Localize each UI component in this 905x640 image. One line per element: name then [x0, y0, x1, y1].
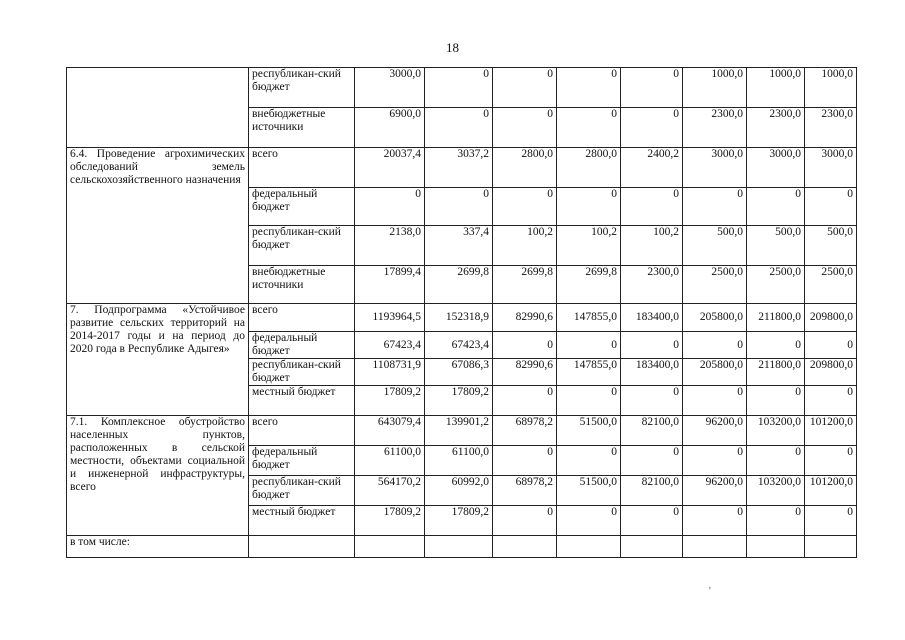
- amount-cell: 3000,0: [683, 148, 747, 188]
- amount-cell: 211800,0: [747, 359, 805, 386]
- amount-cell: 20037,4: [355, 148, 425, 188]
- amount-cell: 2300,0: [747, 108, 805, 148]
- amount-cell: 68978,2: [493, 416, 557, 446]
- amount-cell: 0: [621, 108, 683, 148]
- amount-cell: 17899,4: [355, 266, 425, 304]
- amount-cell: 0: [557, 188, 621, 226]
- amount-cell: 1000,0: [805, 68, 857, 108]
- empty-cell: [805, 536, 857, 558]
- amount-cell: 17809,2: [355, 506, 425, 536]
- amount-cell: 0: [557, 68, 621, 108]
- funding-source-cell: всего: [249, 148, 355, 188]
- amount-cell: 0: [557, 446, 621, 476]
- amount-cell: 0: [805, 386, 857, 416]
- funding-source-cell: республикан-ский бюджет: [249, 226, 355, 266]
- amount-cell: 96200,0: [683, 416, 747, 446]
- amount-cell: 0: [683, 506, 747, 536]
- amount-cell: 17809,2: [355, 386, 425, 416]
- amount-cell: 96200,0: [683, 476, 747, 506]
- amount-cell: 0: [805, 332, 857, 359]
- item-name-cell: 7. Подпрограмма «Устойчивое развитие сельских территорий на 2014-2017 годы и на период до 2020 года в Республике Адыгея»: [67, 304, 249, 416]
- amount-cell: 0: [747, 506, 805, 536]
- amount-cell: 0: [805, 446, 857, 476]
- amount-cell: 147855,0: [557, 359, 621, 386]
- amount-cell: 100,2: [621, 226, 683, 266]
- amount-cell: 61100,0: [425, 446, 493, 476]
- table-row: [67, 148, 857, 188]
- amount-cell: 17809,2: [425, 386, 493, 416]
- amount-cell: 0: [621, 188, 683, 226]
- amount-cell: 67423,4: [355, 332, 425, 359]
- funding-source-cell: всего: [249, 416, 355, 446]
- empty-cell: [557, 536, 621, 558]
- funding-source-cell: всего: [249, 304, 355, 332]
- amount-cell: 100,2: [557, 226, 621, 266]
- amount-cell: 1000,0: [747, 68, 805, 108]
- amount-cell: 500,0: [683, 226, 747, 266]
- amount-cell: 152318,9: [425, 304, 493, 332]
- amount-cell: 0: [493, 386, 557, 416]
- amount-cell: 0: [493, 506, 557, 536]
- amount-cell: 101200,0: [805, 416, 857, 446]
- amount-cell: 209800,0: [805, 304, 857, 332]
- amount-cell: 0: [683, 386, 747, 416]
- amount-cell: 68978,2: [493, 476, 557, 506]
- funding-source-cell: республикан-ский бюджет: [249, 476, 355, 506]
- footer-mark: ': [709, 586, 711, 597]
- amount-cell: 1108731,9: [355, 359, 425, 386]
- item-name-cell: [67, 68, 249, 148]
- amount-cell: 3037,2: [425, 148, 493, 188]
- empty-cell: [747, 536, 805, 558]
- amount-cell: 3000,0: [355, 68, 425, 108]
- amount-cell: 2500,0: [747, 266, 805, 304]
- amount-cell: 101200,0: [805, 476, 857, 506]
- amount-cell: 2500,0: [805, 266, 857, 304]
- funding-source-cell: внебюджетные источники: [249, 266, 355, 304]
- amount-cell: 1193964,5: [355, 304, 425, 332]
- including-label: в том числе:: [67, 536, 249, 558]
- page-number: 18: [446, 40, 459, 55]
- amount-cell: 0: [557, 108, 621, 148]
- amount-cell: 0: [805, 188, 857, 226]
- funding-source-cell: федеральный бюджет: [249, 332, 355, 359]
- funding-source-cell: республикан-ский бюджет: [249, 68, 355, 108]
- amount-cell: 3000,0: [805, 148, 857, 188]
- table-row: [67, 304, 857, 332]
- amount-cell: 0: [493, 108, 557, 148]
- amount-cell: 0: [621, 506, 683, 536]
- amount-cell: 82990,6: [493, 304, 557, 332]
- funding-source-cell: федеральный бюджет: [249, 188, 355, 226]
- empty-cell: [621, 536, 683, 558]
- budget-table: [66, 67, 857, 558]
- amount-cell: 103200,0: [747, 416, 805, 446]
- funding-source-cell: местный бюджет: [249, 506, 355, 536]
- amount-cell: 17809,2: [425, 506, 493, 536]
- table-row: [67, 68, 857, 108]
- amount-cell: 51500,0: [557, 476, 621, 506]
- item-name-cell: 6.4. Проведение агрохимических обследований земель сельскохозяйственного назначения: [67, 148, 249, 304]
- empty-cell: [493, 536, 557, 558]
- amount-cell: 500,0: [805, 226, 857, 266]
- table-row: [67, 536, 857, 558]
- amount-cell: 337,4: [425, 226, 493, 266]
- amount-cell: 2500,0: [683, 266, 747, 304]
- amount-cell: 2800,0: [493, 148, 557, 188]
- amount-cell: 2300,0: [683, 108, 747, 148]
- amount-cell: 1000,0: [683, 68, 747, 108]
- amount-cell: 0: [493, 188, 557, 226]
- amount-cell: 0: [355, 188, 425, 226]
- amount-cell: 0: [493, 332, 557, 359]
- amount-cell: 0: [683, 188, 747, 226]
- amount-cell: 2699,8: [493, 266, 557, 304]
- amount-cell: 103200,0: [747, 476, 805, 506]
- empty-cell: [249, 536, 355, 558]
- amount-cell: 6900,0: [355, 108, 425, 148]
- amount-cell: 0: [493, 446, 557, 476]
- table-row: [67, 416, 857, 446]
- amount-cell: 0: [747, 446, 805, 476]
- amount-cell: 0: [557, 506, 621, 536]
- amount-cell: 0: [683, 446, 747, 476]
- amount-cell: 2800,0: [557, 148, 621, 188]
- amount-cell: 139901,2: [425, 416, 493, 446]
- amount-cell: 2699,8: [425, 266, 493, 304]
- amount-cell: 0: [805, 506, 857, 536]
- amount-cell: 147855,0: [557, 304, 621, 332]
- funding-source-cell: федеральный бюджет: [249, 446, 355, 476]
- amount-cell: 0: [425, 188, 493, 226]
- amount-cell: 100,2: [493, 226, 557, 266]
- amount-cell: 82100,0: [621, 476, 683, 506]
- amount-cell: 0: [557, 332, 621, 359]
- amount-cell: 3000,0: [747, 148, 805, 188]
- amount-cell: 2300,0: [621, 266, 683, 304]
- amount-cell: 183400,0: [621, 359, 683, 386]
- amount-cell: 0: [621, 446, 683, 476]
- amount-cell: 82990,6: [493, 359, 557, 386]
- amount-cell: 205800,0: [683, 304, 747, 332]
- amount-cell: 82100,0: [621, 416, 683, 446]
- amount-cell: 60992,0: [425, 476, 493, 506]
- amount-cell: 564170,2: [355, 476, 425, 506]
- amount-cell: 205800,0: [683, 359, 747, 386]
- amount-cell: 67423,4: [425, 332, 493, 359]
- amount-cell: 0: [747, 386, 805, 416]
- amount-cell: 67086,3: [425, 359, 493, 386]
- amount-cell: 2300,0: [805, 108, 857, 148]
- amount-cell: 61100,0: [355, 446, 425, 476]
- amount-cell: 211800,0: [747, 304, 805, 332]
- amount-cell: 2699,8: [557, 266, 621, 304]
- amount-cell: 2138,0: [355, 226, 425, 266]
- funding-source-cell: внебюджетные источники: [249, 108, 355, 148]
- amount-cell: 0: [557, 386, 621, 416]
- amount-cell: 643079,4: [355, 416, 425, 446]
- amount-cell: 183400,0: [621, 304, 683, 332]
- empty-cell: [355, 536, 425, 558]
- empty-cell: [683, 536, 747, 558]
- funding-source-cell: республикан-ский бюджет: [249, 359, 355, 386]
- amount-cell: 0: [621, 68, 683, 108]
- funding-source-cell: местный бюджет: [249, 386, 355, 416]
- amount-cell: 0: [683, 332, 747, 359]
- amount-cell: 0: [747, 188, 805, 226]
- amount-cell: 209800,0: [805, 359, 857, 386]
- amount-cell: 500,0: [747, 226, 805, 266]
- amount-cell: 0: [621, 332, 683, 359]
- item-name-cell: 7.1. Комплексное обустройство населенных пунктов, расположенных в сельской местности, объектами социальной и инженерной инфраструктуры, всего: [67, 416, 249, 536]
- amount-cell: 0: [493, 68, 557, 108]
- empty-cell: [425, 536, 493, 558]
- amount-cell: 0: [425, 108, 493, 148]
- amount-cell: 2400,2: [621, 148, 683, 188]
- amount-cell: 0: [621, 386, 683, 416]
- amount-cell: 0: [747, 332, 805, 359]
- amount-cell: 0: [425, 68, 493, 108]
- amount-cell: 51500,0: [557, 416, 621, 446]
